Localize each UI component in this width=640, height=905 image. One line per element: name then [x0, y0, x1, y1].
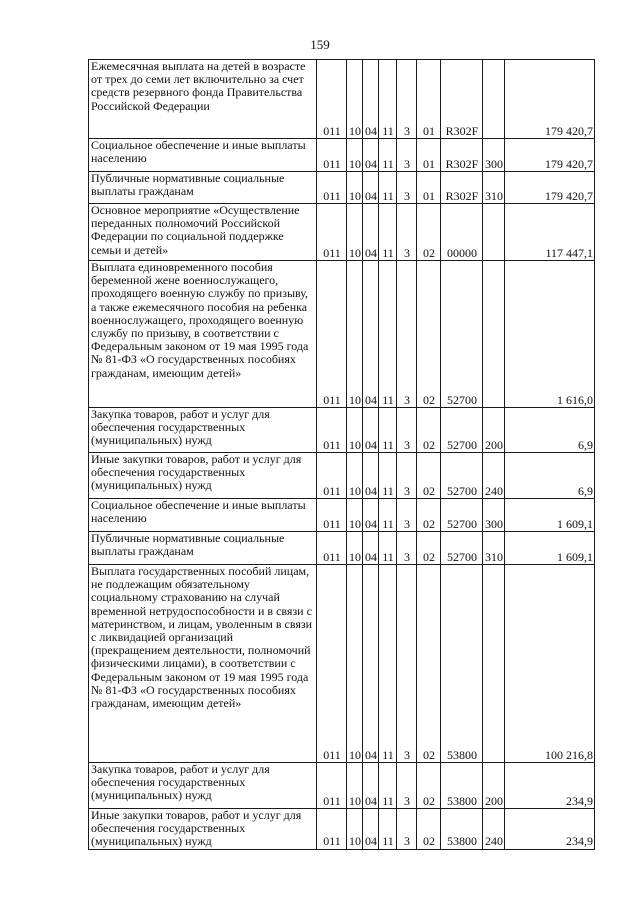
table-row — [89, 261, 595, 408]
row-expense-type-code: 300 — [483, 139, 505, 172]
row-subsection-code: 04 — [363, 261, 379, 408]
row-glav-code: 011 — [317, 532, 347, 565]
table-row — [89, 809, 595, 850]
row-glav-code: 011 — [317, 261, 347, 408]
row-section-code: 10 — [347, 565, 363, 763]
row-subsection-code: 04 — [363, 453, 379, 499]
row-expense-type-code: 300 — [483, 499, 505, 532]
row-glav-code: 011 — [317, 60, 347, 139]
row-expense-type-code — [483, 60, 505, 139]
row-subsection-code: 04 — [363, 204, 379, 261]
row-measure-code: 02 — [417, 261, 441, 408]
row-name: Иные закупки товаров, работ и услуг для обеспечения государственных (муниципальных) нужд — [89, 453, 317, 499]
row-expense-type-code — [483, 261, 505, 408]
row-amount: 179 420,7 — [505, 139, 595, 172]
row-direction-code: 52700 — [441, 532, 483, 565]
row-measure-code: 01 — [417, 172, 441, 204]
row-subsection-code: 04 — [363, 60, 379, 139]
row-expense-type-code: 240 — [483, 809, 505, 850]
row-glav-code: 011 — [317, 204, 347, 261]
table-row — [89, 532, 595, 565]
row-measure-code: 02 — [417, 809, 441, 850]
row-name: Закупка товаров, работ и услуг для обеспечения государственных (муниципальных) нужд — [89, 408, 317, 453]
row-subsection-code: 04 — [363, 139, 379, 172]
row-subprogram-code: 3 — [397, 172, 417, 204]
row-amount: 234,9 — [505, 809, 595, 850]
row-program-code: 11 — [379, 139, 397, 172]
row-section-code: 10 — [347, 261, 363, 408]
row-amount: 6,9 — [505, 453, 595, 499]
row-subprogram-code: 3 — [397, 408, 417, 453]
row-subprogram-code: 3 — [397, 763, 417, 809]
row-subsection-code: 04 — [363, 408, 379, 453]
row-subprogram-code: 3 — [397, 499, 417, 532]
row-glav-code: 011 — [317, 499, 347, 532]
row-program-code: 11 — [379, 60, 397, 139]
row-name: Публичные нормативные социальные выплаты гражданам — [89, 532, 317, 565]
table-row — [89, 172, 595, 204]
table-row — [89, 139, 595, 172]
row-amount: 179 420,7 — [505, 60, 595, 139]
table-row — [89, 453, 595, 499]
row-amount: 100 216,8 — [505, 565, 595, 763]
row-subprogram-code: 3 — [397, 60, 417, 139]
row-subprogram-code: 3 — [397, 565, 417, 763]
table-row — [89, 565, 595, 763]
row-subsection-code: 04 — [363, 763, 379, 809]
row-measure-code: 02 — [417, 565, 441, 763]
row-measure-code: 02 — [417, 204, 441, 261]
row-subsection-code: 04 — [363, 565, 379, 763]
row-amount: 1 616,0 — [505, 261, 595, 408]
table-row — [89, 408, 595, 453]
row-program-code: 11 — [379, 763, 397, 809]
row-glav-code: 011 — [317, 453, 347, 499]
row-program-code: 11 — [379, 499, 397, 532]
row-measure-code: 02 — [417, 763, 441, 809]
row-program-code: 11 — [379, 408, 397, 453]
row-direction-code: 52700 — [441, 261, 483, 408]
row-direction-code: 52700 — [441, 408, 483, 453]
row-amount: 234,9 — [505, 763, 595, 809]
budget-table — [88, 59, 595, 850]
row-section-code: 10 — [347, 809, 363, 850]
row-subprogram-code: 3 — [397, 204, 417, 261]
row-direction-code: R302F — [441, 139, 483, 172]
row-measure-code: 02 — [417, 532, 441, 565]
row-program-code: 11 — [379, 532, 397, 565]
row-section-code: 10 — [347, 763, 363, 809]
row-measure-code: 02 — [417, 499, 441, 532]
row-measure-code: 02 — [417, 453, 441, 499]
row-direction-code: R302F — [441, 172, 483, 204]
row-name: Иные закупки товаров, работ и услуг для обеспечения государственных (муниципальных) нужд — [89, 809, 317, 850]
row-glav-code: 011 — [317, 408, 347, 453]
row-amount: 1 609,1 — [505, 499, 595, 532]
row-subprogram-code: 3 — [397, 139, 417, 172]
row-name: Выплата единовременного пособия беременной жене военнослужащего, проходящего военную службу по призыву, а также ежемесячного пособия на ребенка военнослужащего, проходящего военную службу по призыву, в соответствии с Федеральным законом от 19 мая 1995 года № 81-ФЗ «О государственных пособиях гражданам, имеющим детей» — [89, 261, 317, 408]
row-name: Социальное обеспечение и иные выплаты населению — [89, 139, 317, 172]
row-section-code: 10 — [347, 60, 363, 139]
row-direction-code: 00000 — [441, 204, 483, 261]
row-amount: 117 447,1 — [505, 204, 595, 261]
row-name: Публичные нормативные социальные выплаты гражданам — [89, 172, 317, 204]
row-expense-type-code: 310 — [483, 172, 505, 204]
row-section-code: 10 — [347, 172, 363, 204]
row-subprogram-code: 3 — [397, 809, 417, 850]
row-measure-code: 01 — [417, 60, 441, 139]
row-program-code: 11 — [379, 453, 397, 499]
row-glav-code: 011 — [317, 139, 347, 172]
row-subsection-code: 04 — [363, 499, 379, 532]
row-expense-type-code — [483, 565, 505, 763]
table-row — [89, 204, 595, 261]
row-measure-code: 02 — [417, 408, 441, 453]
row-direction-code: 52700 — [441, 453, 483, 499]
row-glav-code: 011 — [317, 763, 347, 809]
row-subprogram-code: 3 — [397, 532, 417, 565]
row-section-code: 10 — [347, 453, 363, 499]
page-number: 159 — [310, 37, 330, 52]
row-expense-type-code: 310 — [483, 532, 505, 565]
row-program-code: 11 — [379, 261, 397, 408]
row-section-code: 10 — [347, 139, 363, 172]
table-row — [89, 60, 595, 139]
row-amount: 1 609,1 — [505, 532, 595, 565]
row-name: Основное мероприятие «Осуществление переданных полномочий Российской Федерации по социальной поддержке семьи и детей» — [89, 204, 317, 261]
row-glav-code: 011 — [317, 809, 347, 850]
row-expense-type-code — [483, 204, 505, 261]
row-name: Ежемесячная выплата на детей в возрасте от трех до семи лет включительно за счет средств резервного фонда Правительства Российской Федерации — [89, 60, 317, 139]
row-section-code: 10 — [347, 204, 363, 261]
row-direction-code: 53800 — [441, 565, 483, 763]
row-direction-code: 53800 — [441, 809, 483, 850]
row-subprogram-code: 3 — [397, 261, 417, 408]
row-program-code: 11 — [379, 809, 397, 850]
row-program-code: 11 — [379, 204, 397, 261]
row-glav-code: 011 — [317, 565, 347, 763]
row-expense-type-code: 240 — [483, 453, 505, 499]
row-section-code: 10 — [347, 499, 363, 532]
row-subsection-code: 04 — [363, 172, 379, 204]
table-row — [89, 763, 595, 809]
row-direction-code: 52700 — [441, 499, 483, 532]
row-amount: 179 420,7 — [505, 172, 595, 204]
row-direction-code: 53800 — [441, 763, 483, 809]
row-subprogram-code: 3 — [397, 453, 417, 499]
row-section-code: 10 — [347, 532, 363, 565]
row-amount: 6,9 — [505, 408, 595, 453]
row-name: Выплата государственных пособий лицам, не подлежащим обязательному социальному страхованию на случай временной нетрудоспособности и в связи с материнством, и лицам, уволенным в связи с ликвидацией организаций (прекращением деятельности, полномочий физическими лицами), в соответствии с Федеральным законом от 19 мая 1995 года № 81-ФЗ «О государственных пособиях гражданам, имеющим детей» — [89, 565, 317, 763]
row-expense-type-code: 200 — [483, 408, 505, 453]
row-subsection-code: 04 — [363, 532, 379, 565]
row-name: Социальное обеспечение и иные выплаты населению — [89, 499, 317, 532]
row-expense-type-code: 200 — [483, 763, 505, 809]
row-program-code: 11 — [379, 565, 397, 763]
row-direction-code: R302F — [441, 60, 483, 139]
row-subsection-code: 04 — [363, 809, 379, 850]
row-name: Закупка товаров, работ и услуг для обеспечения государственных (муниципальных) нужд — [89, 763, 317, 809]
table-row — [89, 499, 595, 532]
row-program-code: 11 — [379, 172, 397, 204]
row-section-code: 10 — [347, 408, 363, 453]
row-glav-code: 011 — [317, 172, 347, 204]
row-measure-code: 01 — [417, 139, 441, 172]
